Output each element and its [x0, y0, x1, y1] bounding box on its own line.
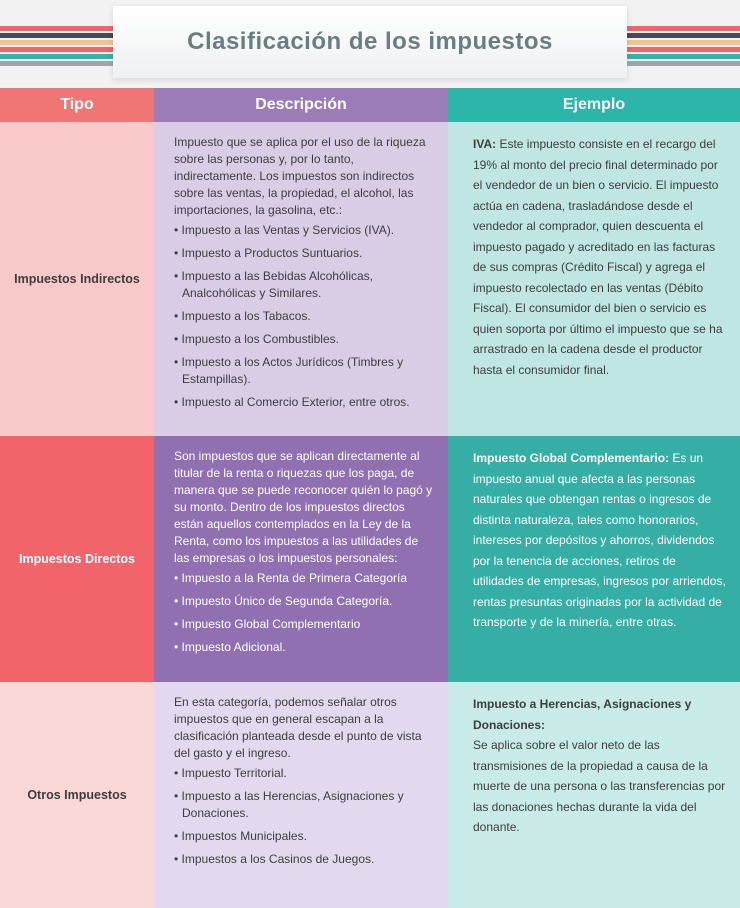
descripcion-text: Son impuestos que se aplican directamente al titular de la renta o riquezas que los paga, de manera que se puede reconocer quién lo pagó y su monto. Dentro de los impuestos directos están aquellos contemplados en la Ley de la Renta, como los impuestos a las utilidades de las empresas o los impuestos personales: — [174, 449, 433, 565]
list-item: • Impuesto a los Actos Jurídicos (Timbres y Estampillas). — [174, 354, 434, 388]
tipo-label: Impuestos Indirectos — [14, 272, 140, 286]
tipo-cell — [0, 682, 154, 908]
list-item: • Impuesto a las Herencias, Asignaciones y Donaciones. — [174, 788, 434, 822]
ejemplo-text — [473, 134, 726, 380]
list-item: • Impuesto Territorial. — [174, 765, 434, 782]
list-item: • Impuesto a las Ventas y Servicios (IVA). — [174, 222, 434, 239]
column-header-descripcion: Descripción — [154, 88, 448, 122]
ejemplo-text — [473, 448, 726, 633]
list-item: • Impuesto a las Bebidas Alcohólicas, Analcohólicas y Similares. — [174, 268, 434, 302]
ejemplo-body: Se aplica sobre el valor neto de las transmisiones de la propiedad a causa de la muerte de una persona o las transferencias por las donaciones hechas durante la vida del donante. — [473, 738, 726, 834]
table-row-otros-impuestos — [0, 682, 740, 908]
column-header-ejemplo: Ejemplo — [448, 88, 740, 122]
list-item: • Impuesto Único de Segunda Categoría. — [174, 593, 434, 610]
tipo-label: Impuestos Directos — [18, 552, 135, 566]
descripcion-cell — [154, 122, 448, 436]
list-item: • Impuestos Municipales. — [174, 828, 434, 845]
descripcion-text: Impuesto que se aplica por el uso de la riqueza sobre las personas y, por lo tanto, indirectamente. Los impuestos son indirectos sobre las ventas, la propiedad, el alcohol, las importaciones, la gasolina, etc.: — [174, 135, 426, 217]
page-header — [0, 0, 740, 88]
ejemplo-title: Impuesto Global Complementario: — [473, 451, 670, 465]
page-title: Clasificación de los impuestos — [187, 28, 553, 55]
impuestos-list — [174, 765, 434, 868]
list-item: • Impuesto Adicional. — [174, 639, 434, 656]
ejemplo-cell — [448, 682, 740, 908]
tipo-cell — [0, 436, 154, 682]
list-item: • Impuesto a la Renta de Primera Categoría — [174, 570, 434, 587]
list-item: • Impuesto Global Complementario — [174, 616, 434, 633]
table-row-impuestos-indirectos — [0, 122, 740, 436]
decorative-stripes-left — [0, 26, 125, 66]
ejemplo-body: Es un impuesto anual que afecta a las personas naturales que obtengan rentas o ingresos de distinta naturaleza, tales como honorarios, intereses por depósitos y ahorros, dividendos por la tenencia de acciones, retiros de utilidades de empresas, ingresos por arriendos, rentas presuntas originadas por la actividad de transporte y de la minería, entre otras. — [473, 451, 726, 629]
tipo-cell — [0, 122, 154, 436]
ejemplo-title: Impuesto a Herencias, Asignaciones y Donaciones: — [473, 697, 692, 732]
list-item: • Impuesto a los Combustibles. — [174, 331, 434, 348]
ejemplo-cell — [448, 122, 740, 436]
ejemplo-title: IVA: — [473, 137, 497, 151]
descripcion-cell — [154, 436, 448, 682]
ejemplo-cell — [448, 436, 740, 682]
impuestos-list — [174, 570, 434, 656]
impuestos-list — [174, 222, 434, 411]
list-item: • Impuesto a Productos Suntuarios. — [174, 245, 434, 262]
column-header-tipo: Tipo — [0, 88, 154, 122]
descripcion-cell — [154, 682, 448, 908]
list-item: • Impuesto al Comercio Exterior, entre otros. — [174, 394, 434, 411]
descripcion-text: En esta categoría, podemos señalar otros impuestos que en general escapan a la clasificación planteada desde el punto de vista del gasto y el ingreso. — [174, 695, 422, 760]
list-item: • Impuestos a los Casinos de Juegos. — [174, 851, 434, 868]
decorative-stripes-right — [615, 26, 740, 66]
tipo-label: Otros Impuestos — [27, 788, 127, 802]
list-item: • Impuesto a los Tabacos. — [174, 308, 434, 325]
table-row-impuestos-directos — [0, 436, 740, 682]
title-banner — [113, 6, 627, 78]
ejemplo-body: Este impuesto consiste en el recargo del 19% al monto del precio final determinado por el vendedor de un bien o servicio. El impuesto actúa en cadena, trasladándose desde el vendedor al comprador, quien descuenta el impuesto pagado y acreditado en las facturas de sus compras (Crédito Fiscal) y agrega el impuesto recolectado en las ventas (Débito Fiscal). El consumidor del bien o servicio es quien soporta por último el impuesto que se ha arrastrado en la cadena desde el productor hasta el consumidor final. — [473, 137, 723, 377]
